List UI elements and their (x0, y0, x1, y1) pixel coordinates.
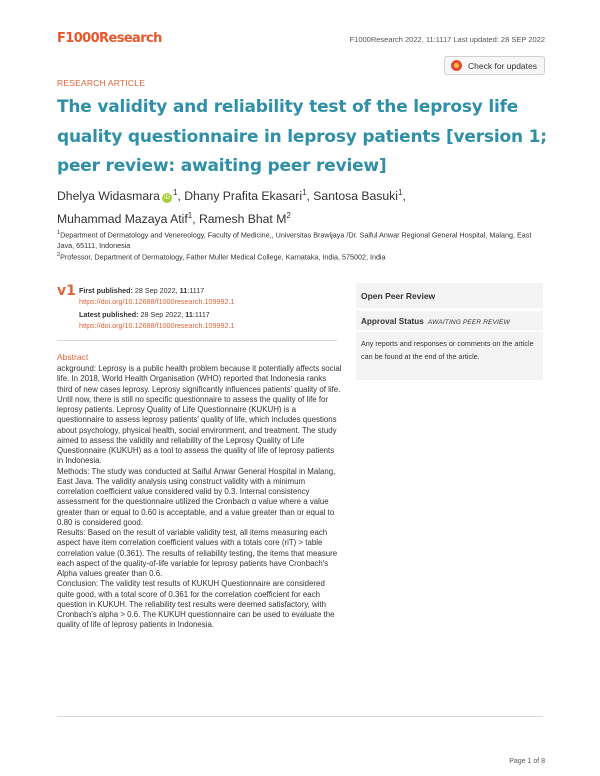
divider (356, 330, 543, 332)
doi-link[interactable]: https://doi.org/10.12688/f1000research.109992.1 (79, 296, 235, 306)
affiliation: $^2$Professor, Department of Dermatology, Father Muller Medical College, Karnataka, India, 575002, India (57, 252, 386, 262)
author-list: Dhelya Widasmara $iD^1$, Dhany Prafita Ekasari$^1$, Santosa Basuki$^1$, Muhammad Mazaya Atif$^1$, Ramesh Bhat $M^2$ (57, 188, 406, 227)
author[interactable]: Dhelya Widasmara $iD^1$ (57, 188, 178, 204)
crossmark-icon (451, 60, 462, 71)
abstract-conclusion: Conclusion: The validity test results of KUKUH Questionnaire are considered quite good, with a total score of 0.361 for the correlation coefficient for each question in KUKUH. The reliability test results were deemed satisfactory, with Cronbach's alpha > 0.6. The KUKUH questionnaire can be used to evaluate the quality of life of leprosy patients in Indonesia. (57, 579, 335, 630)
journal-logo: F1000Research (57, 31, 162, 46)
author[interactable]: Dhany Prafita Ekasari$^1$ (184, 188, 307, 204)
abstract-methods: Methods: The study was conducted at Saiful Anwar General Hospital in Malang, East Java. The validity analysis using construct validity with a minimum correlation coefficient value considered valid by 0.3. Internal consistency assessment for the questionnaire utilized the Cronbach α value where a value greater than or equal to 0.60 is acceptable, and a value greater than or equal to 0.80 is considered good. (57, 466, 336, 527)
affiliation: $^1$Department of Dermatology and Venereology, Faculty of Medicine,, Universitas Brawijaya /Dr. Saiful Anwar Regional General Hospital, Malang, East Java, 65111, Indonesia (57, 230, 532, 250)
version-badge: v1 (57, 283, 76, 299)
abstract-background: ackground: Leprosy is a public health problem because it potentially affects social life. In 2018, World Health Organisation (WHO) reported that Indonesia ranks third of new cases leprosy. Leprosy significantly influences patients' quality of life. Until now, there is still no specific questionnaire to assess the quality of life for leprosy patients. Leprosy Quality of Life Questionnaire (KUKUH) is a questionnaire to assess leprosy patients' quality of life, which includes questions about psychology, physical health, social environment, and treatment. The study aimed to assess the validity and reliability of the Leprosy Quality of Life Questionnaire (KUKUH) as a tool to assess the quality of life of leprosy patients in Indonesia. (57, 364, 342, 466)
peer-review-note: Any reports and responses or comments on the article can be found at the end of the article. (361, 339, 534, 361)
check-for-updates-label: Check for updates (468, 60, 537, 71)
orcid-icon[interactable]: iD (162, 193, 172, 203)
approval-status: Approval Status AWAITING PEER REVIEW (361, 317, 510, 326)
article-title: The validity and reliability test of the leprosy life quality questionnaire in leprosy patients [version 1; peer review: awaiting peer review] (57, 97, 547, 176)
latest-published: Latest published: 28 Sep 2022, 11:1117 https://doi.org/10.12688/f1000research.109992.1 (79, 310, 235, 330)
abstract-text (57, 364, 342, 631)
doi-link[interactable]: https://doi.org/10.12688/f1000research.109992.1 (79, 320, 235, 330)
journal-info: F1000Research 2022, 11:1117 Last updated: 28 SEP 2022 (349, 35, 545, 44)
divider (356, 308, 543, 311)
divider (57, 340, 337, 341)
article-type: RESEARCH ARTICLE (57, 78, 146, 88)
author[interactable]: Muhammad Mazaya Atif$^1$ (57, 211, 193, 227)
abstract-heading: Abstract (57, 352, 89, 362)
page-number: Page 1 of 8 (509, 758, 545, 765)
open-peer-review-title: Open Peer Review (361, 291, 436, 301)
divider (57, 716, 543, 717)
author[interactable]: Santosa Basuki$^1$ (313, 188, 403, 204)
status-badge: AWAITING PEER REVIEW (427, 319, 510, 326)
author[interactable]: Ramesh Bhat $M^2$ (198, 211, 291, 227)
check-for-updates-button[interactable] (444, 56, 545, 75)
first-published: First published: 28 Sep 2022, 11:1117 https://doi.org/10.12688/f1000research.109992.1 (79, 286, 235, 306)
open-peer-review-panel (356, 283, 543, 380)
abstract-results: Results: Based on the result of variable validity test, all items measuring each aspect have item correlation coefficient values with a totals core (riT) > table correlation value (0.361). The results of reliability testing, the items that measure each aspect of the quality-of-life variable for leprosy patients have Cronbach's Alpha values greater than 0.6. (57, 528, 338, 578)
